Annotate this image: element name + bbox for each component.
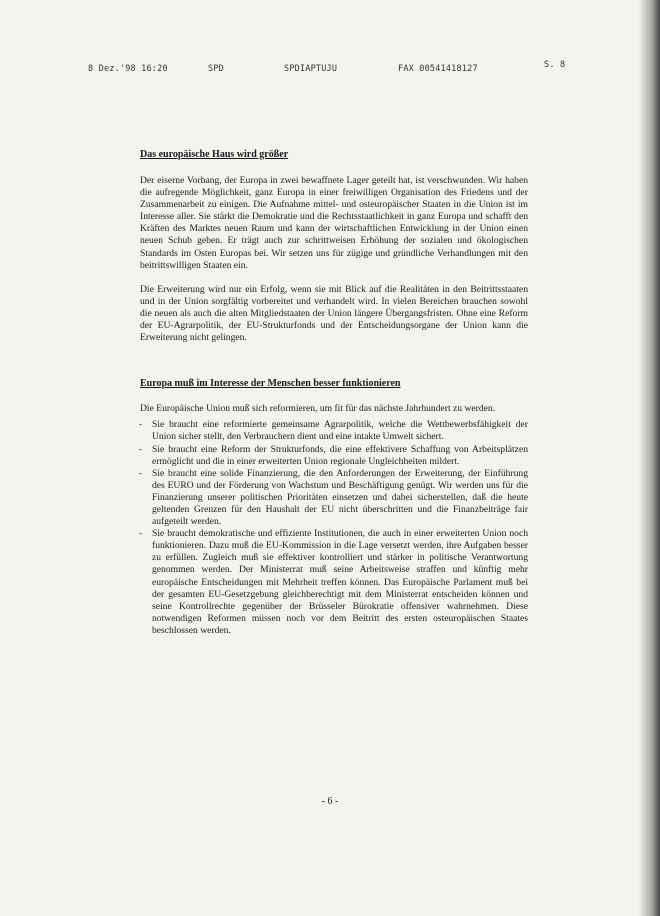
- document-body: [140, 148, 528, 637]
- fax-page: S. 8: [544, 60, 566, 70]
- reform-list: [140, 419, 528, 637]
- fax-date: 8 Dez.'98 16:20: [88, 64, 168, 74]
- list-item: [140, 444, 528, 468]
- list-item-text: Sie braucht eine reformierte gemeinsame Agrarpolitik, welche die Wettbewerbsfähigkeit der Union sicher stellt, den Verbrauchern dient und eine intakte Umwelt sichert.: [152, 419, 528, 443]
- fax-id: SPDIAPTUJU: [284, 64, 338, 74]
- fax-header: [88, 60, 566, 78]
- bullet-dash: -: [139, 419, 143, 431]
- list-item-text: Sie braucht eine Reform der Strukturfonds, die eine effektivere Schaffung von Arbeitsplätzen ermöglicht und die in einer erweiterten Union regionale Ungleichheiten mildert.: [152, 443, 528, 467]
- list-item: [140, 419, 528, 443]
- list-item: [140, 528, 528, 637]
- list-item-text: Sie braucht eine solide Finanzierung, die den Anforderungen der Erweiterung, der Einführung des EURO und der Förderung von Wachstum und Beschäftigung genügt. Wir werden uns für die Finanzierung unserer politischen Prioritäten einsetzen und dabei sicherstellen, daß die heute geltenden Grenzen für den Haushalt der EU nicht überschritten und die Finanzbeiträge fair aufgeteilt werden.: [152, 467, 528, 528]
- section-heading-haus: Das europäische Haus wird größer: [140, 149, 289, 160]
- fax-sender: SPD: [208, 64, 224, 74]
- bullet-dash: -: [139, 528, 143, 540]
- scan-edge-shadow: [638, 0, 660, 916]
- paragraph-intro: Die Europäische Union muß sich reformieren, um fit für das nächste Jahrhundert zu werden.: [140, 403, 496, 415]
- paragraph-erweiterung: Die Erweiterung wird nur ein Erfolg, wenn sie mit Blick auf die Realitäten in den Beitrittsstaaten und in der Union sorgfältig vorbereitet und verhandelt wird. In vielen Bereichen brauchen sowohl die neuen als auch die alten Mitgliedstaaten der Union längere Übergangsfristen. Ohne eine Reform der EU-Agrarpolitik, der EU-Strukturfonds und der Entscheidungsorgane der Union kann die Erweiterung nicht gelingen.: [140, 283, 528, 344]
- fax-number: FAX 00541418127: [398, 64, 478, 74]
- bullet-dash: -: [139, 443, 143, 455]
- bullet-dash: -: [139, 467, 143, 479]
- list-item-text: Sie braucht demokratische und effiziente Institutionen, die auch in einer erweiterten Union noch funktionieren. Dazu muß die EU-Kommission in die Lage versetzt werden, ihre Aufgaben besser zu erfüllen. Zugleich muß sie effektiver kontrolliert und stärker in politische Verantwortung genommen werden. Der Ministerrat muß seine Arbeitsweise straffen und künftig mehr europäische Entscheidungen mit Mehrheit treffen können. Das Europäische Parlament muß bei der gesamten EU-Gesetzgebung gleichberechtigt mit dem Ministerrat entscheiden können und seine Kontrollrechte gegenüber der Brüsseler Bürokratie offensiver wahrnehmen. Diese notwendigen Reformen müssen noch vor dem Beitritt des ersten osteuropäischen Staates beschlossen werden.: [152, 528, 528, 636]
- page-number: - 6 -: [321, 796, 339, 807]
- list-item: [140, 468, 528, 528]
- paragraph-vorhang: Der eiserne Vorhang, der Europa in zwei bewaffnete Lager geteilt hat, ist verschwunden. Wir haben die aufregende Möglichkeit, ganz Europa in einer freiwilligen Organisation des Friedens und der Zusammenarbeit zu einigen. Die Aufnahme mittel- und osteuropäischer Staaten in die Union ist im Interesse aller. Sie stärkt die Demokratie und die Rechtsstaatlichkeit in ganz Europa und schafft den Kräften des Marktes neuen Raum und kann der wirtschaftlichen Entwicklung in der Union einen neuen Schub geben. Er trägt auch zur schrittweisen Erhöhung der sozialen und ökologischen Standards im Osten Europas bei. Wir setzen uns für zügige und gründliche Verhandlungen mit den beitrittswilligen Staaten ein.: [140, 175, 528, 271]
- section-heading-funktionieren: Europa muß im Interesse der Menschen besser funktionieren: [140, 378, 401, 390]
